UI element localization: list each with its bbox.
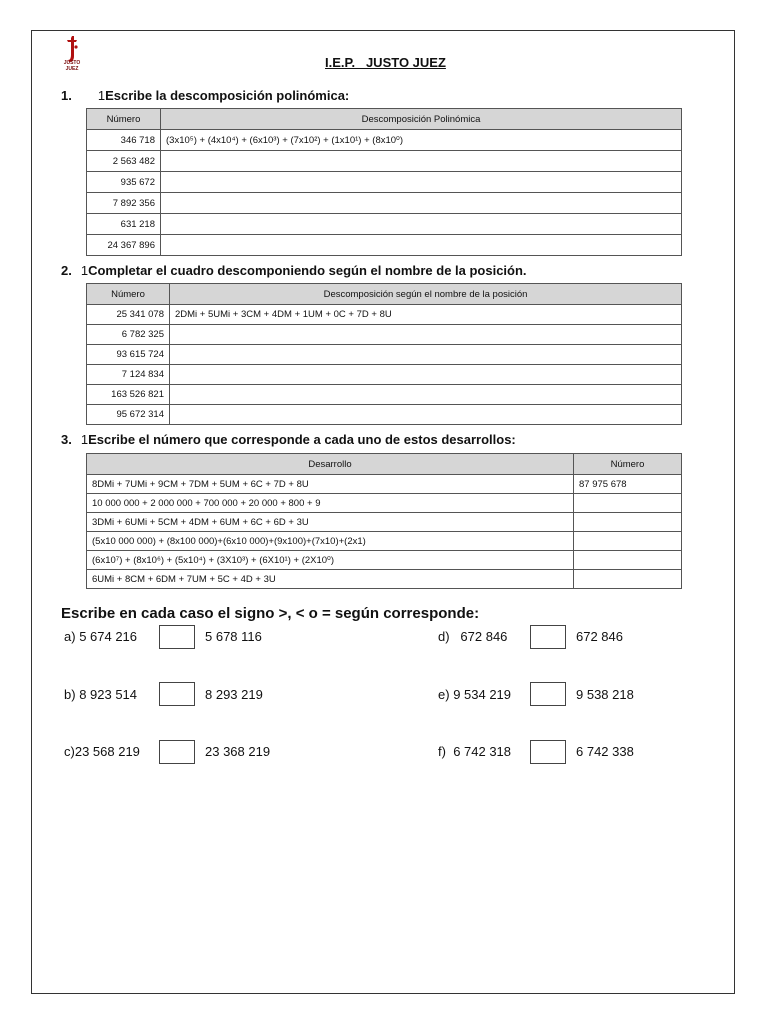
row-label-cell: 2 563 482	[87, 151, 161, 172]
answer-box-b[interactable]	[159, 682, 195, 706]
row-label-cell: 8DMi + 7UMi + 9CM + 7DM + 5UM + 6C + 7D + 8U	[87, 475, 574, 494]
row-label-cell: 6 782 325	[87, 325, 170, 345]
compare-b-left: b) 8 923 514	[64, 687, 138, 702]
table-q3	[86, 453, 682, 589]
answer-box-e[interactable]	[530, 682, 566, 706]
row-label-cell: 3DMi + 6UMi + 5CM + 4DM + 6UM + 6C + 6D + 3U	[87, 513, 574, 532]
row-value-cell: (3x10⁵) + (4x10⁴) + (6x10³) + (7x10²) + (1x10¹) + (8x10⁰)	[161, 130, 682, 151]
row-label-cell: 6UMi + 8CM + 6DM + 7UM + 5C + 4D + 3U	[87, 570, 574, 589]
table-row	[87, 305, 682, 325]
table-q1	[86, 108, 682, 256]
answer-box-c[interactable]	[159, 740, 195, 764]
answer-cell[interactable]	[161, 193, 682, 214]
compare-d-right: 672 846	[576, 629, 623, 644]
row-label-cell: 346 718	[87, 130, 161, 151]
table-row	[87, 513, 682, 532]
page-title: I.E.P. JUSTO JUEZ	[325, 55, 446, 70]
table-row	[87, 130, 682, 151]
table-row	[87, 385, 682, 405]
question-prefix: 1	[80, 263, 89, 278]
table-row	[87, 345, 682, 365]
row-label-cell: 7 892 356	[87, 193, 161, 214]
answer-cell[interactable]	[170, 345, 682, 365]
row-label-cell: 631 218	[87, 214, 161, 235]
compare-a-right: 5 678 116	[205, 629, 262, 644]
compare-e-right: 9 538 218	[576, 687, 634, 702]
question-prefix: 1	[97, 88, 106, 103]
answer-cell[interactable]	[574, 532, 682, 551]
answer-box-d[interactable]	[530, 625, 566, 649]
question-number: 3.	[61, 432, 72, 447]
table-q2	[86, 283, 682, 425]
compare-b-right: 8 293 219	[205, 687, 263, 702]
question-text: Completar el cuadro descomponiendo según el nombre de la posición.	[88, 263, 527, 278]
answer-cell[interactable]	[574, 494, 682, 513]
answer-cell[interactable]	[161, 172, 682, 193]
table-row	[87, 193, 682, 214]
row-label-cell: 25 341 078	[87, 305, 170, 325]
question-text: Escribe el número que corresponde a cada uno de estos desarrollos:	[88, 432, 516, 447]
compare-c-left: c)23 568 219	[64, 744, 140, 759]
table-row	[87, 151, 682, 172]
answer-cell[interactable]	[574, 570, 682, 589]
col-header-numero: Número	[574, 454, 682, 475]
question-1-title	[61, 88, 349, 103]
compare-c-right: 23 368 219	[205, 744, 271, 759]
answer-cell[interactable]	[161, 235, 682, 256]
table-row	[87, 214, 682, 235]
table-row	[87, 475, 682, 494]
table-row	[87, 325, 682, 345]
answer-cell[interactable]	[161, 214, 682, 235]
compare-f-left: f) 6 742 318	[438, 744, 512, 759]
row-label-cell: 935 672	[87, 172, 161, 193]
table-row	[87, 172, 682, 193]
answer-cell[interactable]	[170, 325, 682, 345]
row-label-cell: 10 000 000 + 2 000 000 + 700 000 + 20 000 + 800 + 9	[87, 494, 574, 513]
answer-box-f[interactable]	[530, 740, 566, 764]
compare-a-left: a) 5 674 216	[64, 629, 138, 644]
table-row	[87, 365, 682, 385]
logo-text: JUSTO JUEZ	[63, 60, 81, 72]
table-row	[87, 494, 682, 513]
answer-cell[interactable]	[170, 385, 682, 405]
col-header-desarrollo: Desarrollo	[87, 454, 574, 475]
compare-d-left: d) 672 846	[438, 629, 508, 644]
row-label-cell: (5x10 000 000) + (8x100 000)+(6x10 000)+(9x100)+(7x10)+(2x1)	[87, 532, 574, 551]
col-header-descomposicion: Descomposición Polinómica	[161, 109, 682, 130]
table-row	[87, 532, 682, 551]
row-value-cell: 87 975 678	[574, 475, 682, 494]
table-row	[87, 551, 682, 570]
row-label-cell: 93 615 724	[87, 345, 170, 365]
question-prefix: 1	[80, 432, 89, 447]
row-label-cell: (6x10⁷) + (8x10⁶) + (5x10⁴) + (3X10³) + (6X10¹) + (2X10⁰)	[87, 551, 574, 570]
answer-cell[interactable]	[170, 365, 682, 385]
row-value-cell: 2DMi + 5UMi + 3CM + 4DM + 1UM + 0C + 7D + 8U	[170, 305, 682, 325]
table-row	[87, 235, 682, 256]
table-row	[87, 570, 682, 589]
answer-cell[interactable]	[161, 151, 682, 172]
answer-cell[interactable]	[574, 513, 682, 532]
question-text: Escribe la descomposición polinómica:	[105, 88, 350, 103]
question-3-title	[61, 432, 516, 447]
col-header-numero: Número	[87, 284, 170, 305]
row-label-cell: 163 526 821	[87, 385, 170, 405]
row-label-cell: 24 367 896	[87, 235, 161, 256]
compare-f-right: 6 742 338	[576, 744, 634, 759]
question-4-title: Escribe en cada caso el signo >, < o = según corresponde:	[61, 605, 480, 622]
answer-box-a[interactable]	[159, 625, 195, 649]
answer-cell[interactable]	[170, 405, 682, 425]
answer-cell[interactable]	[574, 551, 682, 570]
question-number: 1.	[61, 88, 72, 103]
question-2-title	[61, 263, 527, 278]
table-row	[87, 405, 682, 425]
compare-e-left: e) 9 534 219	[438, 687, 512, 702]
col-header-numero: Número	[87, 109, 161, 130]
question-number: 2.	[61, 263, 72, 278]
col-header-descomposicion-posicion: Descomposición según el nombre de la posición	[170, 284, 682, 305]
row-label-cell: 7 124 834	[87, 365, 170, 385]
row-label-cell: 95 672 314	[87, 405, 170, 425]
